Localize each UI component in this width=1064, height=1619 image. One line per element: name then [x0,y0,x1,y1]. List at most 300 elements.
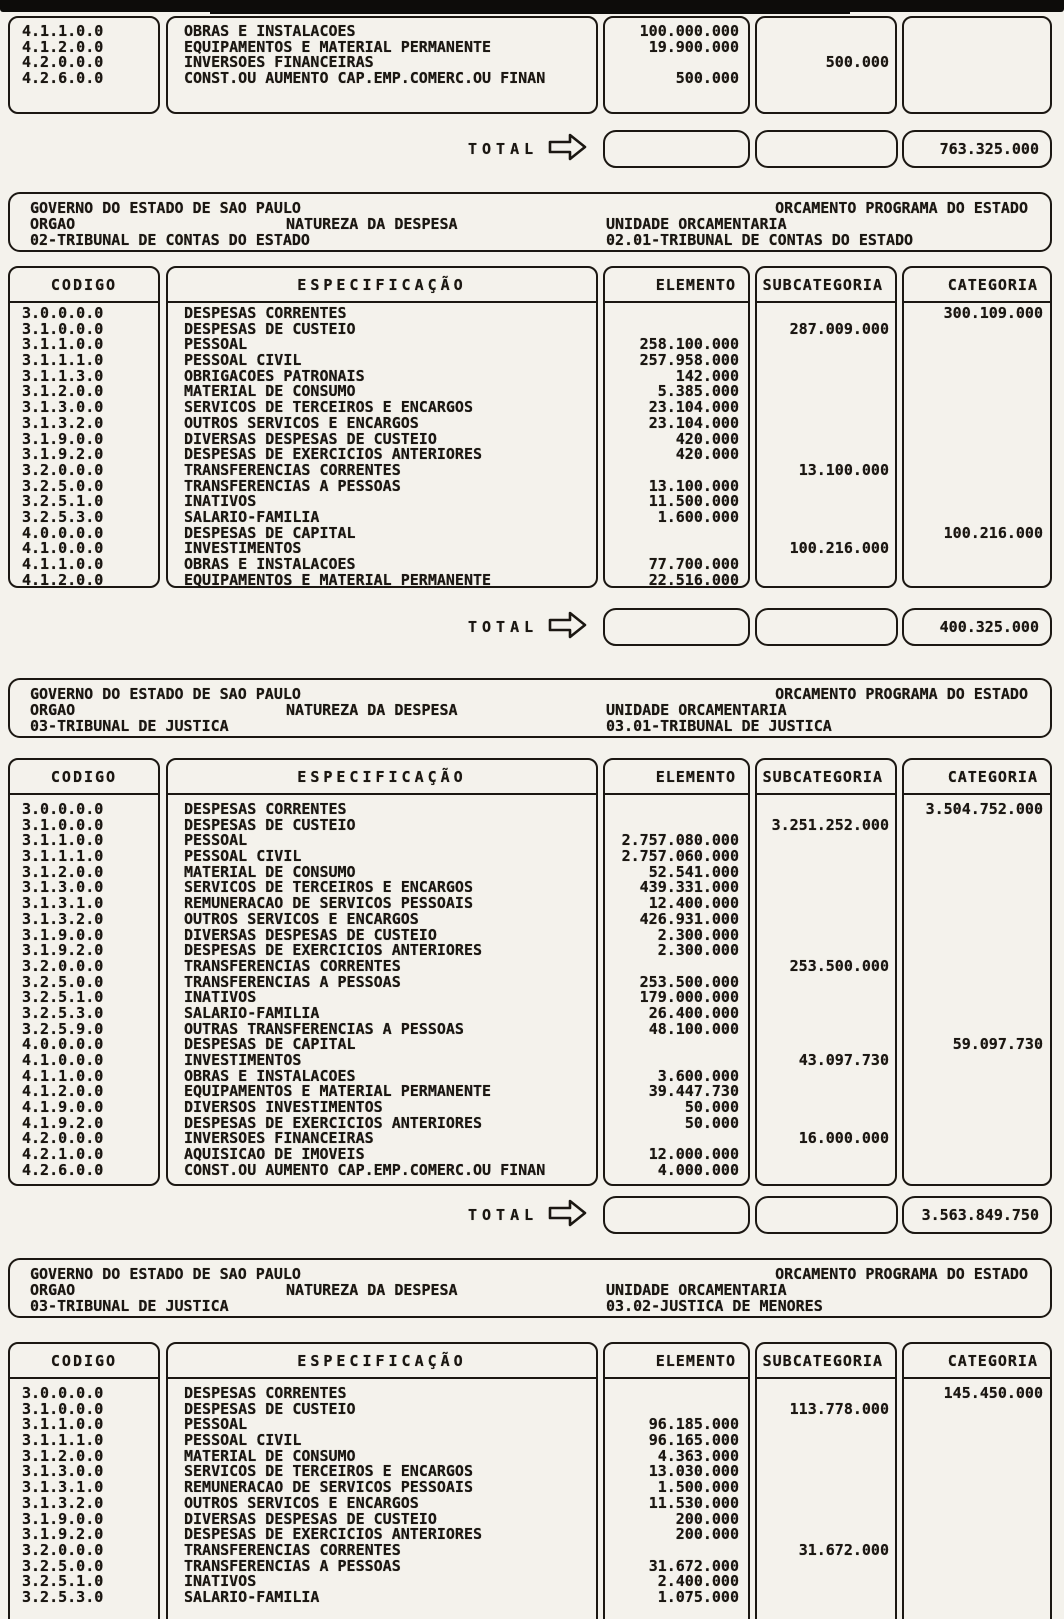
subcategoria-cell [755,896,897,912]
especificacao-cell: INVERSOES FINANCEIRAS [184,1129,374,1148]
table-row [8,909,1052,928]
total-label: TOTAL [468,1206,539,1224]
subcategoria-cell [755,1433,897,1449]
table-02-01 [0,266,1064,588]
especificacao-cell: EQUIPAMENTOS E MATERIAL PERMANENTE [184,1082,492,1101]
subcategoria-cell [755,369,897,385]
especificacao-cell: DESPESAS CORRENTES [184,1384,347,1402]
categoria-cell: 145.450.000 [943,1384,1043,1402]
codigo-header: CODIGO [10,1344,158,1379]
unidade-value: 02.01-TRIBUNAL DE CONTAS DO ESTADO [606,231,914,249]
table-row [8,1446,1052,1465]
codigo-cell: 3.1.1.3.0 [22,366,104,385]
table-row [8,413,1052,432]
table-row [8,1131,1052,1147]
codigo-cell: 3.1.3.1.0 [22,1478,104,1497]
subcategoria-cell: 13.100.000 [798,460,889,479]
elemento-cell: 50.000 [684,1113,739,1132]
codigo-cell: 4.2.6.0.0 [22,69,104,88]
categoria-cell [902,494,1052,510]
categoria-cell [902,479,1052,495]
especificacao-cell: INATIVOS [184,1572,257,1591]
categoria-cell [902,322,1052,338]
categoria-cell [902,337,1052,353]
categoria-cell: 59.097.730 [952,1035,1043,1054]
elemento-cell: 3.600.000 [657,1066,739,1085]
especificacao-cell: EQUIPAMENTOS E MATERIAL PERMANENTE [184,37,492,56]
codigo-cell: 3.1.3.0.0 [22,878,104,897]
subcategoria-header: SUBCATEGORIA [757,268,895,303]
elemento-cell: 12.000.000 [648,1145,739,1164]
categoria-cell [902,865,1052,881]
codigo-cell: 3.1.1.0.0 [22,831,104,850]
total-label: TOTAL [468,140,539,158]
table-row [8,1587,1052,1606]
elemento-cell: 4.000.000 [657,1160,739,1179]
total-elemento-box [603,130,750,168]
subcategoria-cell [755,912,897,928]
especificacao-cell: DESPESAS CORRENTES [184,800,347,818]
especificacao-cell: AQUISICAO DE IMOVEIS [184,1145,365,1164]
codigo-cell: 3.1.0.0.0 [22,319,104,338]
especificacao-header: ESPECIFICAÇÃO [168,760,596,795]
total-arrow-icon [548,132,588,166]
codigo-cell: 3.1.9.2.0 [22,1525,104,1544]
table-03-02 [0,1342,1064,1619]
elemento-cell: 96.165.000 [648,1431,739,1450]
elemento-cell: 23.104.000 [648,398,739,417]
categoria-cell [902,1574,1052,1590]
especificacao-cell: EQUIPAMENTOS E MATERIAL PERMANENTE [184,570,492,589]
categoria-cell [902,959,1052,975]
elemento-cell: 2.300.000 [657,941,739,960]
table-row [8,896,1052,912]
elemento-cell: 100.000.000 [639,22,739,40]
especificacao-cell: TRANSFERENCIAS A PESSOAS [184,972,401,991]
especificacao-cell: PESSOAL CIVIL [184,351,302,370]
especificacao-cell: PESSOAL [184,831,248,850]
subcategoria-cell: 3.251.252.000 [771,815,889,834]
table-row [8,476,1052,495]
subcategoria-cell: 31.672.000 [798,1540,889,1559]
table-row [8,1160,1052,1179]
especificacao-cell: SERVICOS DE TERCEIROS E ENCARGOS [184,878,473,897]
subcategoria-cell [755,1006,897,1022]
subcategoria-cell [755,1464,897,1480]
table-row [8,557,1052,573]
governo-label: GOVERNO DO ESTADO DE SAO PAULO [30,1265,301,1283]
especificacao-cell: MATERIAL DE CONSUMO [184,1446,356,1465]
codigo-cell: 3.2.5.3.0 [22,1003,104,1022]
elemento-cell: 258.100.000 [639,335,739,354]
categoria-cell: 3.504.752.000 [925,800,1043,818]
categoria-cell [902,1543,1052,1559]
subcategoria-cell [755,1084,897,1100]
total-arrow-icon [548,610,588,644]
categoria-header: CATEGORIA [904,1344,1050,1379]
table-rows [8,306,1052,588]
subcategoria-cell [755,510,897,526]
especificacao-cell: DIVERSAS DESPESAS DE CUSTEIO [184,429,437,448]
codigo-cell: 3.0.0.0.0 [22,800,104,818]
categoria-cell [902,353,1052,369]
total-categoria-box [902,608,1052,646]
codigo-cell: 4.1.9.2.0 [22,1113,104,1132]
elemento-cell: 77.700.000 [648,555,739,573]
categoria-cell [902,55,1052,71]
categoria-cell [902,975,1052,991]
table-row [8,1574,1052,1590]
subcategoria-cell: 16.000.000 [798,1129,889,1148]
codigo-cell: 3.0.0.0.0 [22,1384,104,1402]
categoria-cell [902,880,1052,896]
categoria-header: CATEGORIA [904,268,1050,303]
especificacao-cell: DESPESAS DE EXERCICIOS ANTERIORES [184,1525,483,1544]
especificacao-cell: DESPESAS DE EXERCICIOS ANTERIORES [184,1113,483,1132]
elemento-cell: 2.300.000 [657,925,739,944]
subcategoria-cell [755,1512,897,1528]
table-row [8,306,1052,322]
codigo-cell: 3.2.5.0.0 [22,1556,104,1575]
categoria-cell [902,1006,1052,1022]
codigo-cell: 3.2.0.0.0 [22,1540,104,1559]
codigo-cell: 4.1.1.0.0 [22,22,104,40]
especificacao-cell: DESPESAS DE CUSTEIO [184,815,356,834]
table-row [8,1433,1052,1449]
unidade-label: UNIDADE ORCAMENTARIA [606,1281,787,1299]
especificacao-cell: OUTROS SERVICOS E ENCARGOS [184,413,419,432]
codigo-cell: 3.2.0.0.0 [22,956,104,975]
total-subcategoria-box [755,608,898,646]
elemento-cell [603,1037,750,1053]
subcategoria-cell [755,573,897,589]
table-row [8,494,1052,510]
orgao-value: 02-TRIBUNAL DE CONTAS DO ESTADO [30,231,310,249]
elemento-cell: 200.000 [675,1525,739,1544]
orgao-label: ORGAO [30,1281,76,1299]
subcategoria-cell [755,1496,897,1512]
codigo-cell: 4.2.6.0.0 [22,1160,104,1179]
subcategoria-header: SUBCATEGORIA [757,760,895,795]
subcategoria-cell [755,833,897,849]
programa-label: ORCAMENTO PROGRAMA DO ESTADO [775,199,1028,217]
codigo-cell: 3.1.2.0.0 [22,382,104,401]
categoria-cell [902,1131,1052,1147]
subcategoria-cell: 100.216.000 [789,539,889,558]
subcategoria-cell [755,353,897,369]
categoria-cell [902,1464,1052,1480]
table-row [8,1527,1052,1543]
table-row [8,541,1052,557]
especificacao-cell: DIVERSAS DESPESAS DE CUSTEIO [184,1509,437,1528]
especificacao-cell: INATIVOS [184,492,257,511]
especificacao-cell: CONST.OU AUMENTO CAP.EMP.COMERC.OU FINAN [184,69,546,88]
table-row [8,802,1052,818]
especificacao-cell: DESPESAS DE CUSTEIO [184,1399,356,1418]
table-rows [8,24,1052,87]
table-row [8,319,1052,338]
elemento-cell: 48.100.000 [648,1019,739,1038]
unidade-label: UNIDADE ORCAMENTARIA [606,701,787,719]
codigo-cell: 3.2.5.3.0 [22,1587,104,1606]
table-row [8,849,1052,865]
programa-label: ORCAMENTO PROGRAMA DO ESTADO [775,685,1028,703]
categoria-cell: 300.109.000 [943,304,1043,322]
especificacao-cell: OBRAS E INSTALACOES [184,22,356,40]
categoria-cell [902,71,1052,87]
section-header-02 [8,192,1052,252]
codigo-cell: 3.1.3.0.0 [22,398,104,417]
subcategoria-cell [755,865,897,881]
orgao-label: ORGAO [30,701,76,719]
categoria-cell [902,463,1052,479]
codigo-cell: 3.0.0.0.0 [22,304,104,322]
subcategoria-cell [755,71,897,87]
table-row [8,833,1052,849]
table-row [8,400,1052,416]
elemento-cell: 1.500.000 [657,1478,739,1497]
elemento-cell: 26.400.000 [648,1003,739,1022]
subcategoria-cell [755,24,897,40]
table-row [8,1540,1052,1559]
elemento-cell: 11.530.000 [648,1493,739,1512]
especificacao-cell: TRANSFERENCIAS CORRENTES [184,956,401,975]
subcategoria-cell [755,975,897,991]
categoria-cell [902,1512,1052,1528]
especificacao-cell: DESPESAS DE EXERCICIOS ANTERIORES [184,941,483,960]
elemento-cell: 11.500.000 [648,492,739,511]
table-row [8,337,1052,353]
categoria-cell [902,1084,1052,1100]
total-categoria-box [902,130,1052,168]
table-row [8,925,1052,944]
table-row [8,353,1052,369]
codigo-cell: 3.1.1.0.0 [22,1415,104,1434]
categoria-cell [902,1053,1052,1069]
especificacao-cell: REMUNERACAO DE SERVICOS PESSOAIS [184,1478,473,1497]
elemento-cell: 179.000.000 [639,988,739,1007]
subcategoria-cell [755,400,897,416]
codigo-cell: 3.1.3.0.0 [22,1462,104,1481]
orgao-value: 03-TRIBUNAL DE JUSTICA [30,717,229,735]
codigo-cell: 3.1.2.0.0 [22,862,104,881]
especificacao-cell: MATERIAL DE CONSUMO [184,862,356,881]
table-row [8,862,1052,881]
total-arrow-icon [548,1198,588,1232]
especificacao-cell: SALARIO-FAMILIA [184,507,320,526]
table-row [8,990,1052,1006]
especificacao-cell: PESSOAL [184,335,248,354]
especificacao-cell: OUTROS SERVICOS E ENCARGOS [184,909,419,928]
table-row [8,1037,1052,1053]
total-value: 400.325.000 [939,618,1039,636]
especificacao-cell: SERVICOS DE TERCEIROS E ENCARGOS [184,398,473,417]
especificacao-cell: SERVICOS DE TERCEIROS E ENCARGOS [184,1462,473,1481]
elemento-cell: 426.931.000 [639,909,739,928]
subcategoria-cell [755,1559,897,1575]
subcategoria-cell [755,880,897,896]
codigo-cell: 3.1.9.2.0 [22,445,104,464]
categoria-cell [902,573,1052,589]
codigo-cell: 3.2.5.3.0 [22,507,104,526]
table-row [8,880,1052,896]
elemento-cell: 253.500.000 [639,972,739,991]
categoria-cell [902,40,1052,56]
codigo-cell: 4.1.2.0.0 [22,1082,104,1101]
subcategoria-cell [755,1100,897,1116]
elemento-cell [603,526,750,542]
codigo-cell: 3.2.5.0.0 [22,972,104,991]
total-subcategoria-box [755,1196,898,1234]
codigo-cell: 3.1.9.0.0 [22,1509,104,1528]
categoria-cell [902,1480,1052,1496]
categoria-cell [902,912,1052,928]
especificacao-cell: REMUNERACAO DE SERVICOS PESSOAIS [184,894,473,913]
elemento-cell: 1.600.000 [657,507,739,526]
categoria-cell [902,1116,1052,1132]
codigo-cell: 3.1.1.0.0 [22,335,104,354]
total-elemento-box [603,1196,750,1234]
categoria-cell [902,400,1052,416]
especificacao-cell: PESSOAL [184,1415,248,1434]
categoria-cell [902,1100,1052,1116]
table-row [8,943,1052,959]
especificacao-cell: DESPESAS DE CUSTEIO [184,319,356,338]
subcategoria-cell: 43.097.730 [798,1051,889,1069]
codigo-cell: 3.1.2.0.0 [22,1446,104,1465]
orgao-label: ORGAO [30,215,76,233]
table-rows [8,802,1052,1179]
categoria-cell [902,24,1052,40]
especificacao-cell: SALARIO-FAMILIA [184,1587,320,1606]
codigo-cell: 4.2.0.0.0 [22,53,104,72]
subcategoria-cell [755,1574,897,1590]
table-row [8,1003,1052,1022]
especificacao-cell: DIVERSAS DESPESAS DE CUSTEIO [184,925,437,944]
total-categoria-box [902,1196,1052,1234]
codigo-cell: 3.1.3.1.0 [22,894,104,913]
subcategoria-cell [755,1417,897,1433]
table-row [8,71,1052,87]
especificacao-cell: INVESTIMENTOS [184,539,302,558]
categoria-cell [902,1433,1052,1449]
codigo-cell: 3.1.0.0.0 [22,815,104,834]
categoria-cell [902,384,1052,400]
especificacao-cell: SALARIO-FAMILIA [184,1003,320,1022]
codigo-cell: 3.2.5.9.0 [22,1019,104,1038]
table-row [8,1556,1052,1575]
elemento-cell: 439.331.000 [639,878,739,897]
elemento-cell: 4.363.000 [657,1446,739,1465]
subcategoria-cell [755,384,897,400]
subcategoria-cell [755,1147,897,1163]
categoria-cell [902,833,1052,849]
subcategoria-cell [755,1449,897,1465]
subcategoria-cell: 500.000 [825,53,889,72]
categoria-cell [902,1496,1052,1512]
codigo-cell: 3.1.9.0.0 [22,925,104,944]
subcategoria-cell [755,479,897,495]
section-header-03-01 [8,678,1052,738]
especificacao-header: ESPECIFICAÇÃO [168,268,596,303]
codigo-cell: 4.1.1.0.0 [22,1066,104,1085]
especificacao-cell: DIVERSOS INVESTIMENTOS [184,1098,383,1117]
total-row [0,130,1064,168]
codigo-cell: 3.1.0.0.0 [22,1399,104,1418]
table-row [8,384,1052,400]
categoria-cell [902,1417,1052,1433]
especificacao-cell: TRANSFERENCIAS CORRENTES [184,1540,401,1559]
categoria-header: CATEGORIA [904,760,1050,795]
categoria-cell [902,1559,1052,1575]
orgao-value: 03-TRIBUNAL DE JUSTICA [30,1297,229,1315]
natureza-label: NATUREZA DA DESPESA [286,1281,458,1299]
subcategoria-cell: 287.009.000 [789,319,889,338]
elemento-header: ELEMENTO [605,760,748,795]
table-row [8,1493,1052,1512]
subcategoria-cell [755,1069,897,1085]
subcategoria-cell [755,494,897,510]
codigo-cell: 3.2.5.1.0 [22,988,104,1007]
elemento-cell: 19.900.000 [648,37,739,56]
table-row [8,1399,1052,1418]
codigo-cell: 3.1.9.0.0 [22,429,104,448]
categoria-cell [902,557,1052,573]
total-label: TOTAL [468,618,539,636]
table-row [8,570,1052,589]
elemento-cell: 2.757.060.000 [621,847,739,866]
codigo-cell: 3.1.3.2.0 [22,909,104,928]
codigo-cell: 4.1.9.0.0 [22,1098,104,1117]
elemento-cell: 22.516.000 [648,570,739,589]
total-row [0,1196,1064,1234]
subcategoria-cell [755,1480,897,1496]
elemento-cell [603,802,750,818]
subcategoria-cell [755,1590,897,1606]
governo-label: GOVERNO DO ESTADO DE SAO PAULO [30,199,301,217]
elemento-cell: 96.185.000 [648,1415,739,1434]
especificacao-cell: PESSOAL CIVIL [184,1431,302,1450]
elemento-cell: 1.075.000 [657,1587,739,1606]
subcategoria-cell [755,990,897,1006]
table-row [8,24,1052,40]
codigo-cell: 3.1.1.1.0 [22,351,104,370]
elemento-cell: 257.958.000 [639,351,739,370]
categoria-cell [902,1449,1052,1465]
elemento-header: ELEMENTO [605,1344,748,1379]
table-row [8,1113,1052,1132]
categoria-cell [902,1147,1052,1163]
elemento-cell: 2.400.000 [657,1572,739,1591]
table-row [8,1066,1052,1085]
elemento-header: ELEMENTO [605,268,748,303]
table-row [8,815,1052,834]
table-row [8,1100,1052,1116]
especificacao-cell: PESSOAL CIVIL [184,847,302,866]
especificacao-cell: OUTROS SERVICOS E ENCARGOS [184,1493,419,1512]
codigo-cell: 3.1.1.1.0 [22,847,104,866]
table-row [8,1417,1052,1433]
table-row [8,1019,1052,1038]
table-row [8,37,1052,56]
codigo-cell: 4.0.0.0.0 [22,1035,104,1054]
codigo-cell: 4.1.2.0.0 [22,37,104,56]
subcategoria-cell: 253.500.000 [789,956,889,975]
elemento-cell: 23.104.000 [648,413,739,432]
subcategoria-cell [755,557,897,573]
subcategoria-cell [755,337,897,353]
elemento-cell: 39.447.730 [648,1082,739,1101]
